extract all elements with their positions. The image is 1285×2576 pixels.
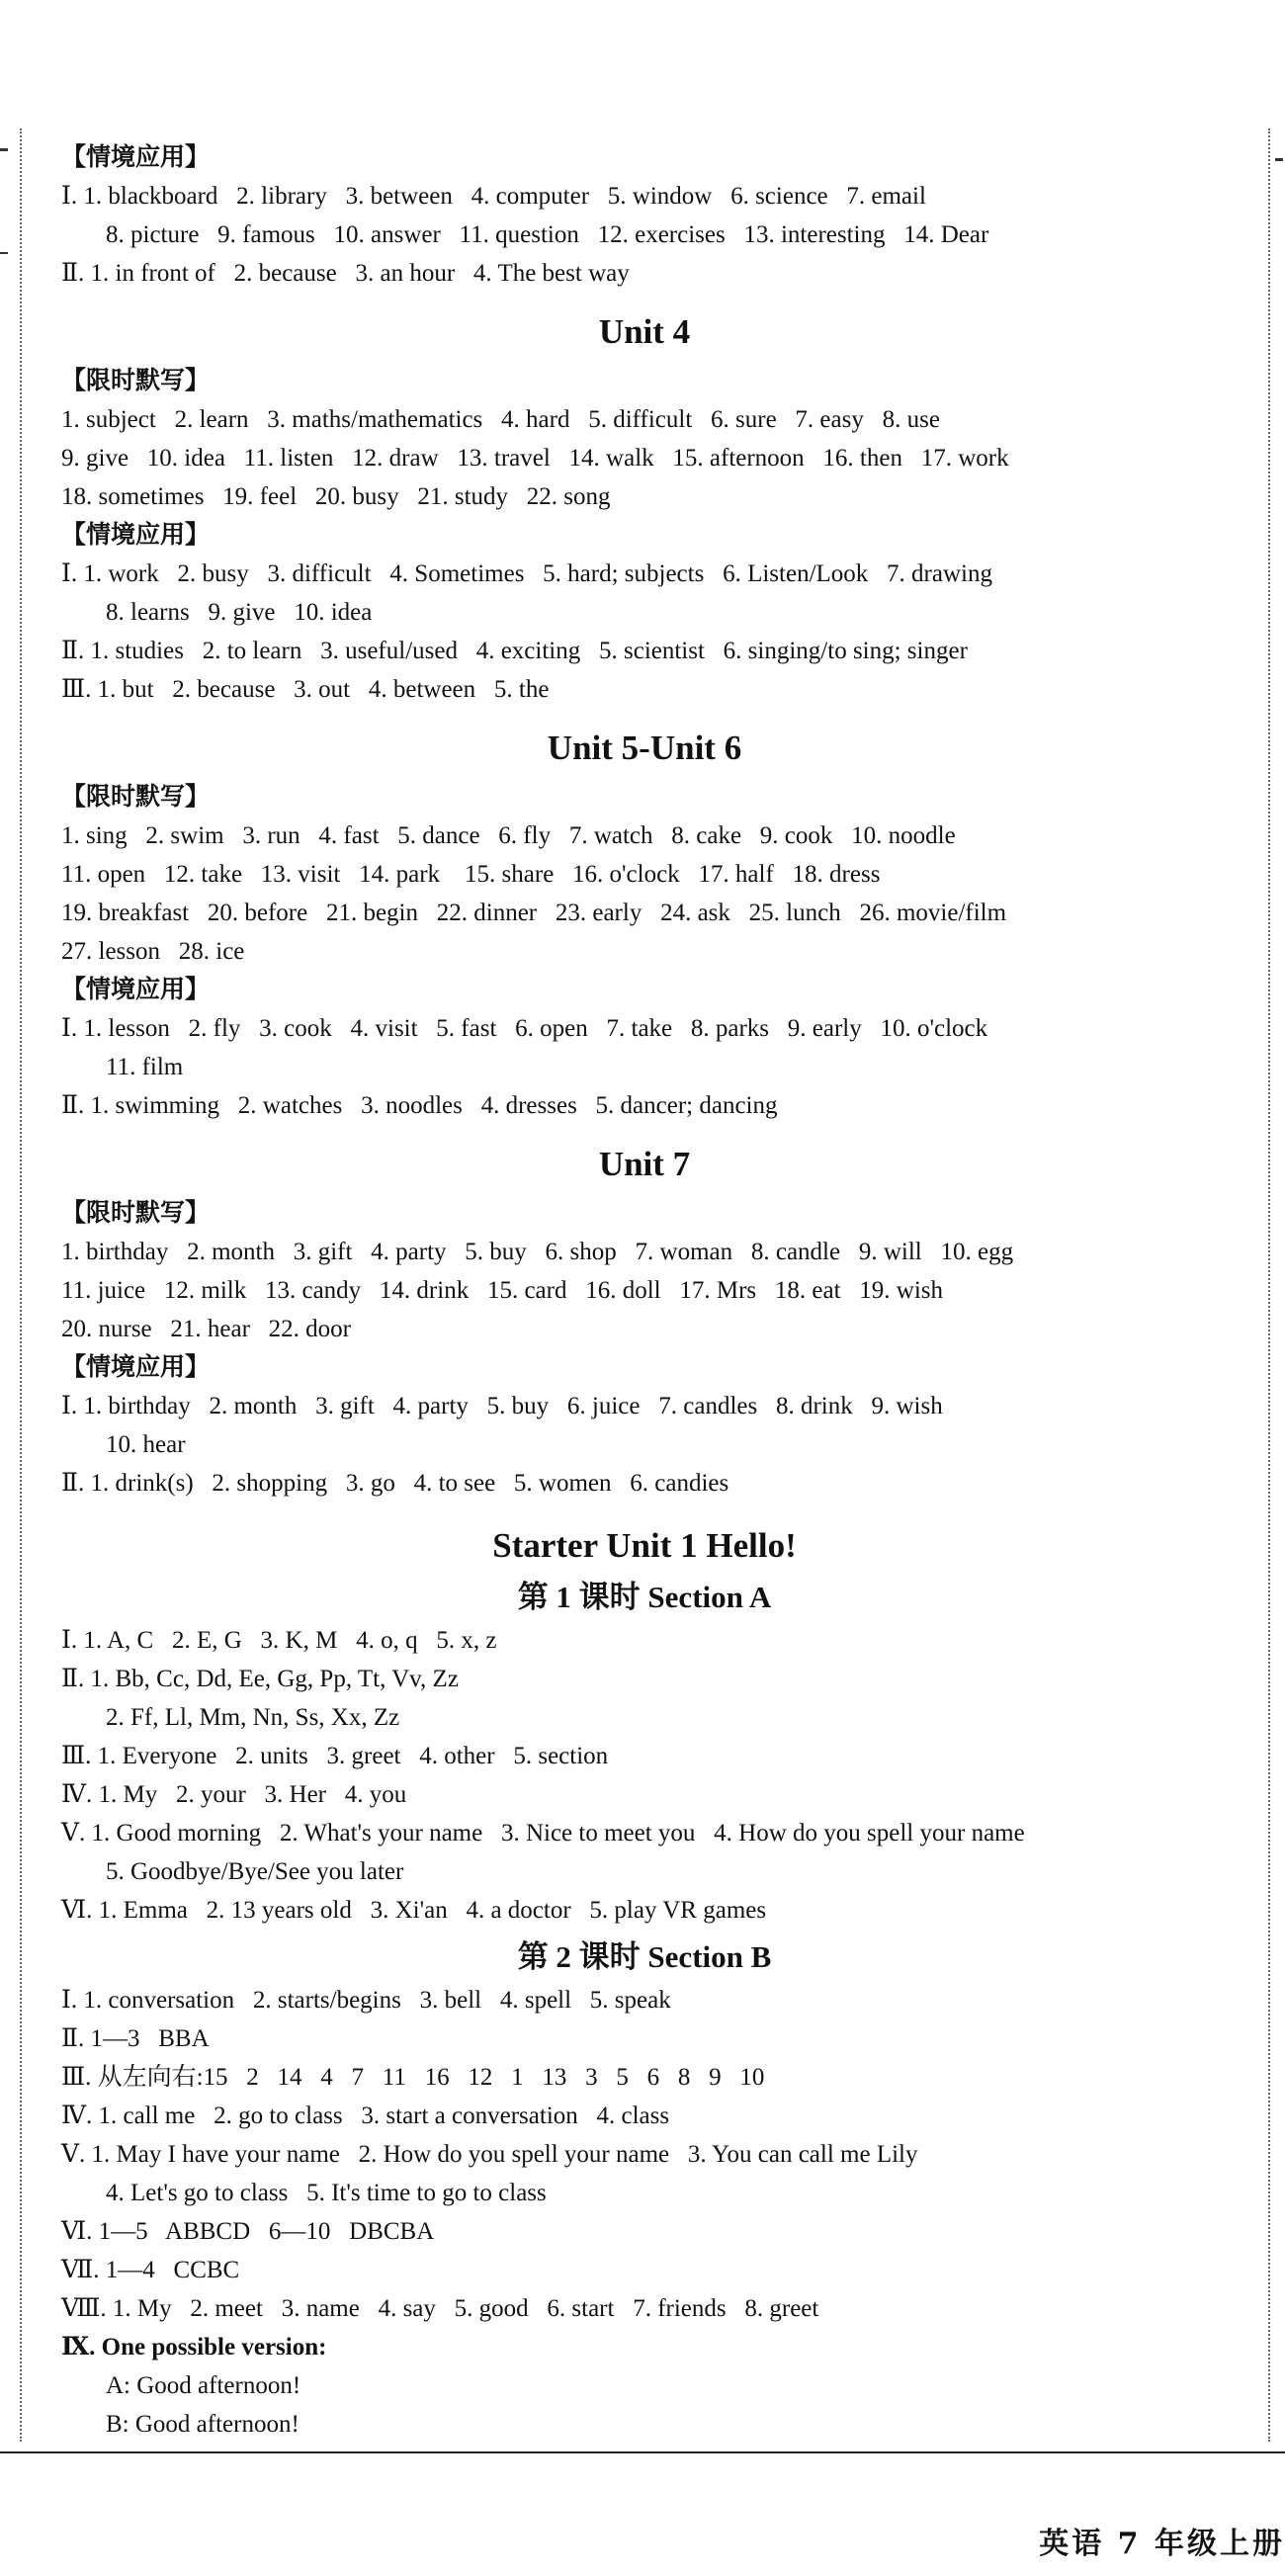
lesson-title: 第 1 课时 Section A [517, 1580, 772, 1614]
answer-line: Ⅵ. 1—5 ABBCD 6—10 DBCBA [61, 2218, 435, 2245]
section-heading: 【限时默写】 [61, 1200, 211, 1227]
answer-line: 27. lesson 28. ice [61, 938, 245, 965]
answer-line: Ⅲ. 从左向右:15 2 14 4 7 11 16 12 1 13 3 5 6 8 9 10 [61, 2064, 765, 2091]
footer-rule [0, 2451, 1285, 2453]
answer-line: Ⅴ. 1. Good morning 2. What's your name 3. Nice to meet you 4. How do you spell your name [61, 1820, 1025, 1846]
answer-line: Ⅳ. 1. My 2. your 3. Her 4. you [61, 1781, 407, 1808]
answer-line: Ⅷ. 1. My 2. meet 3. name 4. say 5. good 6. start 7. friends 8. greet [61, 2295, 819, 2322]
answer-line-indented: 8. picture 9. famous 10. answer 11. question 12. exercises 13. interesting 14. Dear [106, 221, 989, 248]
section-heading: 【情境应用】 [61, 522, 211, 549]
answer-line: Ⅰ. 1. conversation 2. starts/begins 3. bell 4. spell 5. speak [61, 1987, 671, 2014]
answer-line: 1. sing 2. swim 3. run 4. fast 5. dance 6. fly 7. watch 8. cake 9. cook 10. noodle [61, 822, 956, 849]
answer-line-indented: A: Good afternoon! [106, 2372, 301, 2399]
section-heading: 【限时默写】 [61, 784, 211, 811]
answer-line: Ⅱ. 1. in front of 2. because 3. an hour 4. The best way [61, 260, 630, 287]
unit-title: Unit 4 [598, 312, 691, 351]
answer-line: 18. sometimes 19. feel 20. busy 21. study 22. song [61, 483, 611, 510]
answer-line: Ⅱ. 1—3 BBA [61, 2025, 210, 2052]
answer-line: Ⅲ. 1. but 2. because 3. out 4. between 5. the [61, 676, 550, 703]
answer-line: Ⅵ. 1. Emma 2. 13 years old 3. Xi'an 4. a doctor 5. play VR games [61, 1897, 767, 1924]
answer-line: Ⅰ. 1. lesson 2. fly 3. cook 4. visit 5. fast 6. open 7. take 8. parks 9. early 10. o'clock [61, 1015, 988, 1042]
answer-line: Ⅰ. 1. A, C 2. E, G 3. K, M 4. o, q 5. x, z [61, 1627, 497, 1654]
answer-line: 20. nurse 21. hear 22. door [61, 1316, 351, 1342]
answer-line: Ⅱ. 1. Bb, Cc, Dd, Ee, Gg, Pp, Tt, Vv, Zz [61, 1666, 459, 1692]
section-heading: 【限时默写】 [61, 368, 211, 394]
right-margin-dotted-line [1268, 129, 1270, 2442]
answer-line-bold: Ⅸ. One possible version: [61, 2334, 327, 2361]
left-margin-tick [0, 148, 8, 151]
answer-line: Ⅰ. 1. birthday 2. month 3. gift 4. party 5. buy 6. juice 7. candles 8. drink 9. wish [61, 1393, 943, 1419]
lesson-title: 第 2 课时 Section B [517, 1939, 772, 1974]
section-heading: 【情境应用】 [61, 1354, 211, 1381]
right-margin-tick [1275, 158, 1283, 161]
answer-line-indented: 11. film [106, 1054, 184, 1080]
answer-line: Ⅱ. 1. swimming 2. watches 3. noodles 4. dresses 5. dancer; dancing [61, 1092, 778, 1119]
answer-line: 11. juice 12. milk 13. candy 14. drink 15. card 16. doll 17. Mrs 18. eat 19. wish [61, 1277, 944, 1304]
answer-line-indented: B: Good afternoon! [106, 2411, 300, 2438]
unit-title: Starter Unit 1 Hello! [492, 1526, 797, 1565]
left-margin-dotted-line [20, 129, 22, 2442]
answer-line: Ⅰ. 1. work 2. busy 3. difficult 4. Sometimes 5. hard; subjects 6. Listen/Look 7. drawing [61, 560, 992, 587]
left-margin-tick [0, 252, 8, 254]
answer-line: 19. breakfast 20. before 21. begin 22. dinner 23. early 24. ask 25. lunch 26. movie/film [61, 900, 1007, 926]
answer-line: 11. open 12. take 13. visit 14. park 15. share 16. o'clock 17. half 18. dress [61, 861, 881, 888]
answer-line: Ⅳ. 1. call me 2. go to class 3. start a conversation 4. class [61, 2103, 670, 2129]
unit-title: Unit 5-Unit 6 [547, 729, 742, 767]
answer-line-indented: 10. hear [106, 1431, 186, 1458]
unit-title: Unit 7 [598, 1145, 691, 1183]
answer-key-content [61, 138, 1247, 2444]
answer-line-indented: 5. Goodbye/Bye/See you later [106, 1858, 404, 1885]
answer-line-indented: 8. learns 9. give 10. idea [106, 599, 373, 626]
footer-book-title: 英语 7 年级上册 [1039, 2527, 1285, 2561]
answer-line: 1. subject 2. learn 3. maths/mathematics 4. hard 5. difficult 6. sure 7. easy 8. use [61, 406, 940, 433]
answer-line: Ⅴ. 1. May I have your name 2. How do you spell your name 3. You can call me Lily [61, 2141, 918, 2168]
answer-line: Ⅶ. 1—4 CCBC [61, 2257, 240, 2283]
section-heading: 【情境应用】 [61, 977, 211, 1003]
answer-line: Ⅲ. 1. Everyone 2. units 3. greet 4. other 5. section [61, 1743, 609, 1769]
answer-line-indented: 2. Ff, Ll, Mm, Nn, Ss, Xx, Zz [106, 1704, 400, 1731]
answer-line-indented: 4. Let's go to class 5. It's time to go to class [106, 2180, 547, 2206]
answer-line: 9. give 10. idea 11. listen 12. draw 13. travel 14. walk 15. afternoon 16. then 17. work [61, 445, 1009, 472]
answer-line: Ⅱ. 1. studies 2. to learn 3. useful/used 4. exciting 5. scientist 6. singing/to sing; singer [61, 638, 968, 664]
answer-line: 1. birthday 2. month 3. gift 4. party 5. buy 6. shop 7. woman 8. candle 9. will 10. egg [61, 1239, 1014, 1265]
answer-line: Ⅱ. 1. drink(s) 2. shopping 3. go 4. to see 5. women 6. candies [61, 1470, 729, 1497]
answer-line: Ⅰ. 1. blackboard 2. library 3. between 4. computer 5. window 6. science 7. email [61, 183, 926, 210]
section-heading: 【情境应用】 [61, 144, 211, 171]
